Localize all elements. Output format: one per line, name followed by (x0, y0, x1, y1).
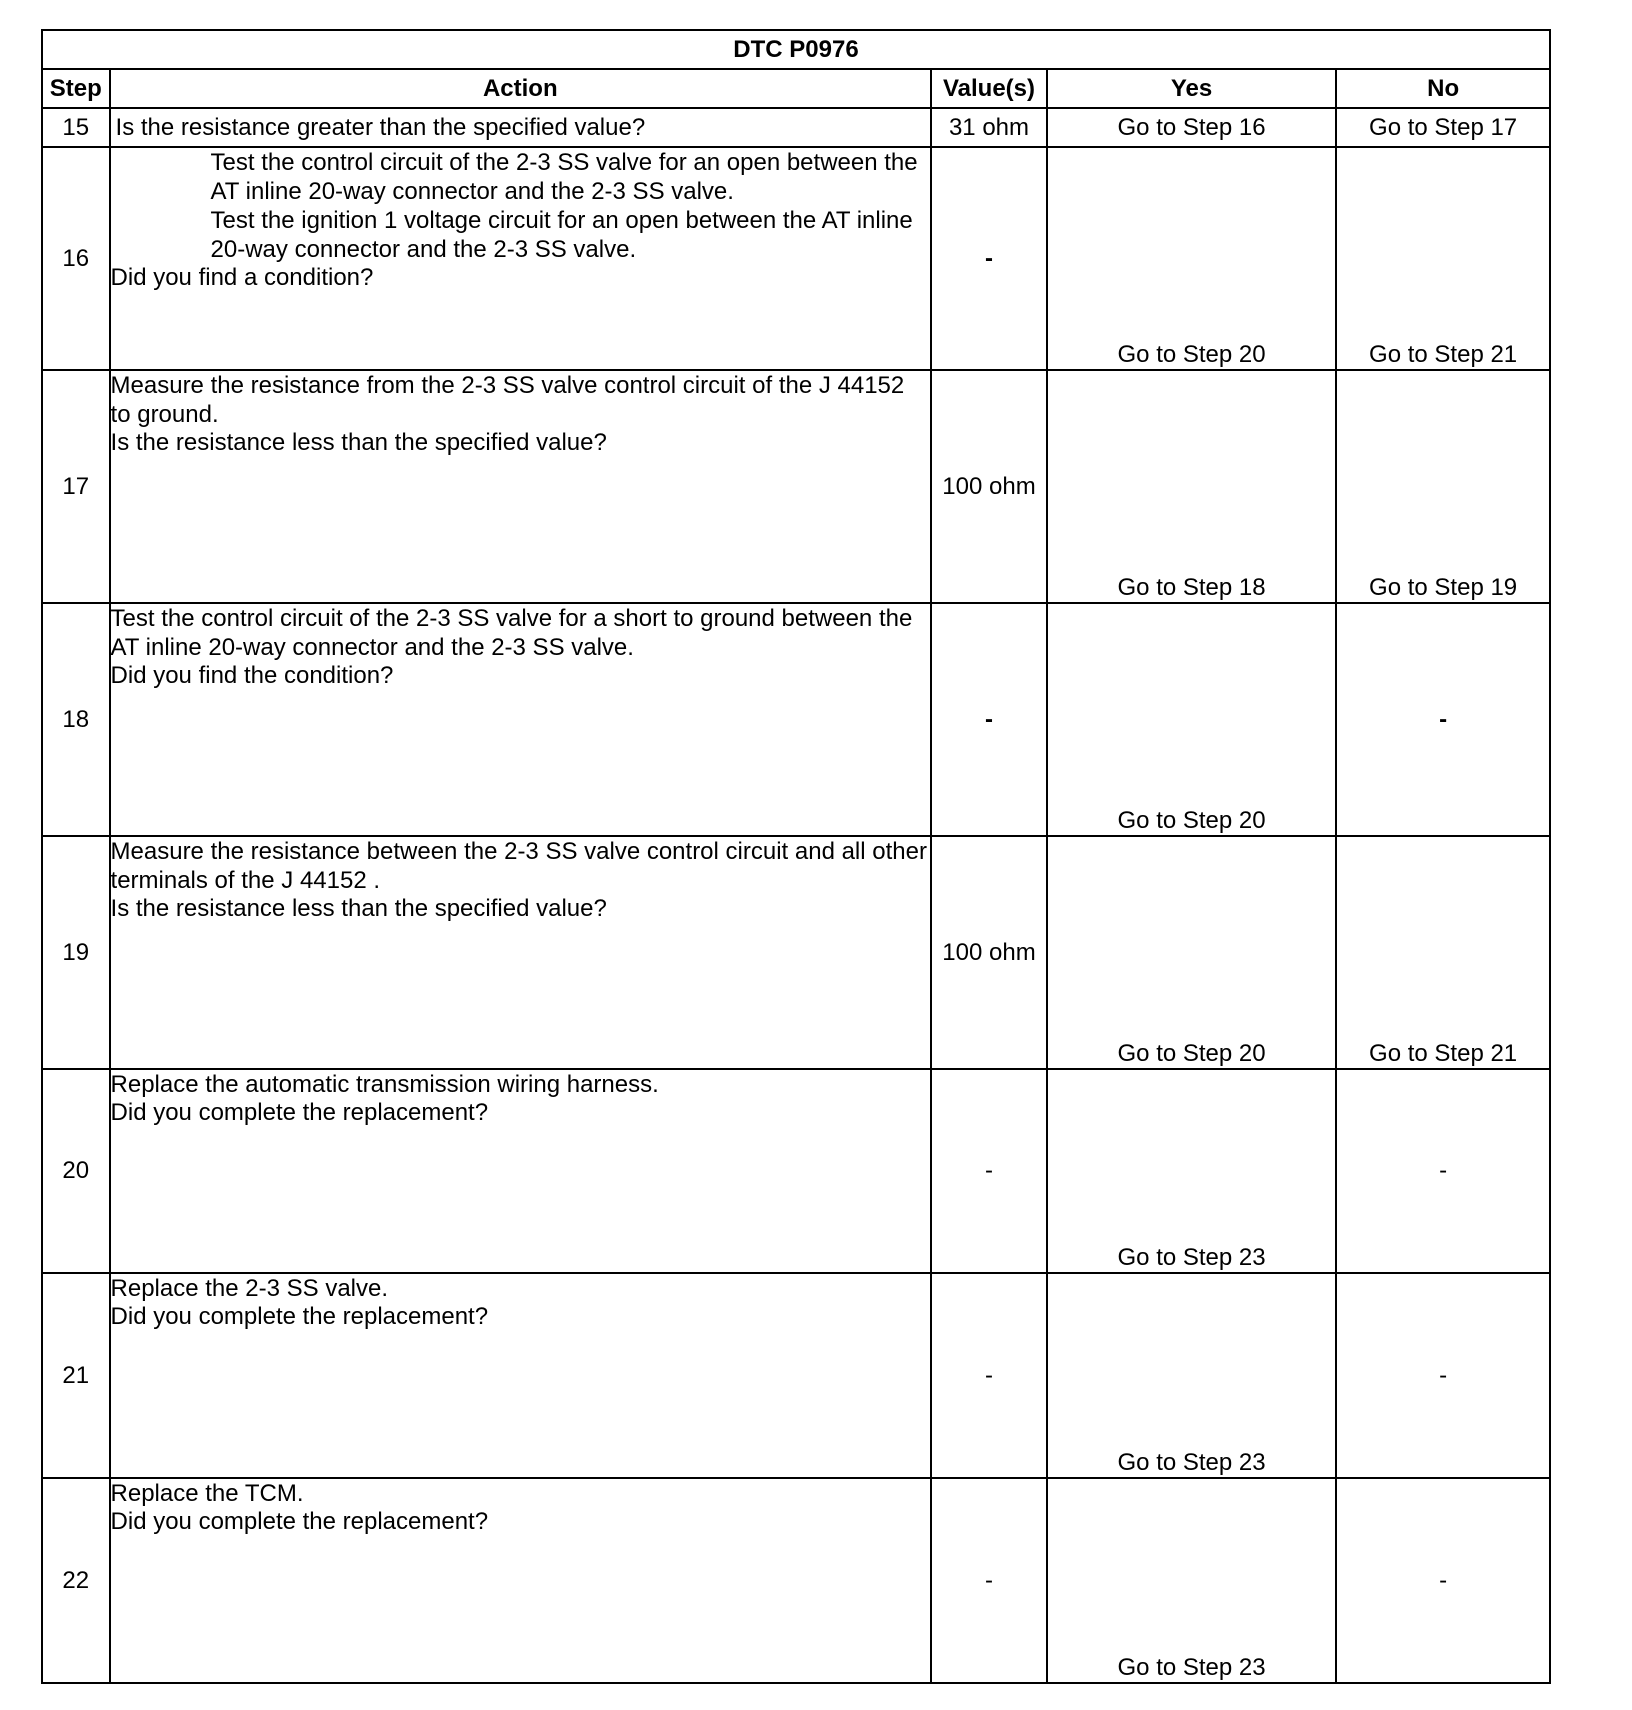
yes-cell: Go to Step 23 (1047, 1069, 1336, 1273)
table-row (42, 1069, 1550, 1273)
no-cell: Go to Step 19 (1336, 370, 1550, 603)
no-cell: Go to Step 17 (1336, 108, 1550, 147)
action-instruction-extra: Test the ignition 1 voltage circuit for an open between the AT inline 20-way connector and the 2-3 SS valve. (210, 207, 913, 263)
action-cell (110, 836, 932, 1069)
value-cell: - (931, 1069, 1047, 1273)
action-instruction: Test the control circuit of the 2-3 SS valve for a short to ground between the AT inline 20-way connector and the 2-3 SS valve. (110, 605, 913, 661)
no-cell: - (1336, 603, 1550, 836)
table-row (42, 147, 1550, 370)
table-row (42, 836, 1550, 1069)
action-question: Did you find a condition? (110, 264, 374, 291)
header-yes: Yes (1047, 69, 1336, 108)
action-question: Did you complete the replacement? (110, 1508, 489, 1535)
action-cell (110, 1478, 932, 1683)
table-row (42, 370, 1550, 603)
no-cell: Go to Step 21 (1336, 836, 1550, 1069)
value-cell: 100 ohm (931, 370, 1047, 603)
action-cell (110, 147, 932, 370)
step-number: 19 (42, 836, 110, 1069)
action-instruction: Test the control circuit of the 2-3 SS valve for an open between the AT inline 20-way connector and the 2-3 SS valve. (210, 149, 918, 205)
step-number: 16 (42, 147, 110, 370)
action-cell (110, 370, 932, 603)
yes-cell: Go to Step 20 (1047, 836, 1336, 1069)
no-cell: Go to Step 21 (1336, 147, 1550, 370)
action-question: Is the resistance greater than the specified value? (110, 108, 932, 147)
no-cell: - (1336, 1273, 1550, 1478)
action-instruction: Measure the resistance between the 2-3 SS valve control circuit and all other terminals of the J 44152 . (110, 838, 927, 894)
table-title: DTC P0976 (42, 30, 1550, 69)
header-step: Step (42, 69, 110, 108)
value-cell: 100 ohm (931, 836, 1047, 1069)
action-question: Did you complete the replacement? (110, 1099, 489, 1126)
yes-cell: Go to Step 20 (1047, 147, 1336, 370)
header-values: Value(s) (931, 69, 1047, 108)
action-question: Is the resistance less than the specified value? (110, 895, 607, 922)
action-cell (110, 603, 932, 836)
action-question: Is the resistance less than the specified value? (110, 429, 607, 456)
step-number: 15 (42, 108, 110, 147)
step-number: 21 (42, 1273, 110, 1478)
value-cell: - (931, 1273, 1047, 1478)
action-question: Did you find the condition? (110, 662, 394, 689)
table-row (42, 1273, 1550, 1478)
value-cell: - (931, 1478, 1047, 1683)
action-instruction: Replace the 2-3 SS valve. (110, 1275, 389, 1302)
action-cell (110, 1069, 932, 1273)
action-instruction: Measure the resistance from the 2-3 SS valve control circuit of the J 44152 to ground. (110, 372, 905, 428)
yes-cell: Go to Step 16 (1047, 108, 1336, 147)
action-instruction: Replace the TCM. (110, 1480, 304, 1507)
yes-cell: Go to Step 20 (1047, 603, 1336, 836)
action-cell (110, 1273, 932, 1478)
yes-cell: Go to Step 18 (1047, 370, 1336, 603)
table-row (42, 108, 1550, 147)
no-cell: - (1336, 1069, 1550, 1273)
action-instruction: Replace the automatic transmission wiring harness. (110, 1071, 659, 1098)
value-cell: - (931, 603, 1047, 836)
dtc-procedure-table (41, 29, 1551, 1684)
action-question: Did you complete the replacement? (110, 1303, 489, 1330)
step-number: 22 (42, 1478, 110, 1683)
value-cell: 31 ohm (931, 108, 1047, 147)
no-cell: - (1336, 1478, 1550, 1683)
yes-cell: Go to Step 23 (1047, 1273, 1336, 1478)
yes-cell: Go to Step 23 (1047, 1478, 1336, 1683)
header-row (42, 69, 1550, 108)
step-number: 18 (42, 603, 110, 836)
header-no: No (1336, 69, 1550, 108)
table-row (42, 603, 1550, 836)
value-cell: - (931, 147, 1047, 370)
step-number: 20 (42, 1069, 110, 1273)
table-row (42, 1478, 1550, 1683)
header-action: Action (110, 69, 932, 108)
step-number: 17 (42, 370, 110, 603)
